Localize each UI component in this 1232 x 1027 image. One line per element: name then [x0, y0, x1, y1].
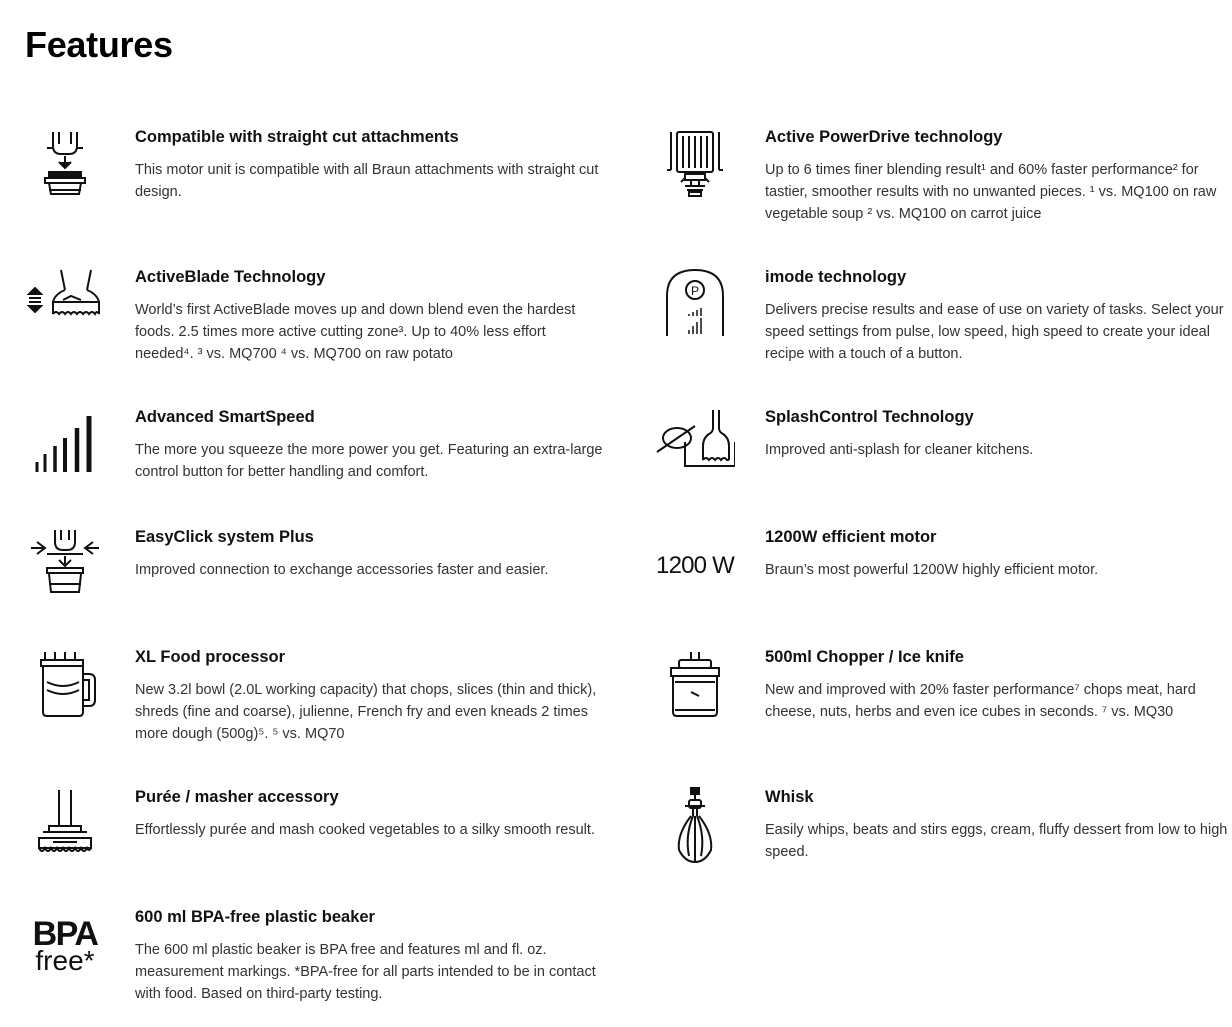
- smartspeed-icon: [25, 406, 105, 486]
- feature-title: XL Food processor: [135, 648, 286, 666]
- feature-title: Advanced SmartSpeed: [135, 408, 315, 426]
- feature-description: Improved anti-splash for cleaner kitchens.: [765, 442, 1034, 458]
- feature-title: 1200W efficient motor: [765, 528, 937, 546]
- feature-title: imode technology: [765, 268, 907, 286]
- feature-description: Delivers precise results and ease of use on variety of tasks. Select your speed settings from pulse, low speed, high speed to create your ideal recipe with a touch of a button.: [765, 302, 1224, 362]
- feature-description: Improved connection to exchange accessories faster and easier.: [135, 562, 549, 578]
- feature-description: Up to 6 times finer blending result¹ and 60% faster performance² for tastier, smoother results with no unwanted pieces. ¹ vs. MQ100 on raw vegetable soup ² vs. MQ100 on carrot juice: [765, 162, 1217, 222]
- feature-description: This motor unit is compatible with all Braun attachments with straight cut design.: [135, 162, 599, 200]
- feature-title: ActiveBlade Technology: [135, 268, 326, 286]
- feature-description: New and improved with 20% faster performance⁷ chops meat, hard cheese, nuts, herbs and even ice cubes in seconds. ⁷ vs. MQ30: [765, 682, 1196, 720]
- feature-description: The 600 ml plastic beaker is BPA free and features ml and fl. oz. measurement markings. *BPA-free for all parts intended to be in contact with food. Based on third-party testing.: [135, 942, 596, 1002]
- whisk-icon: [655, 786, 735, 866]
- motor-1200w-icon: [655, 526, 735, 606]
- feature-description: New 3.2l bowl (2.0L working capacity) that chops, slices (thin and thick), shreds (fine and coarse), julienne, French fry and even kneads 2 times more dough (500g)⁵. ⁵ vs. MQ70: [135, 682, 597, 742]
- easyclick-icon: [25, 526, 105, 606]
- bpa-free-label: free*: [35, 945, 95, 976]
- chopper-icon: [655, 646, 735, 726]
- feature-description: The more you squeeze the more power you get. Featuring an extra-large control button for better handling and comfort.: [135, 442, 603, 480]
- splashcontrol-icon: [655, 406, 735, 486]
- feature-title: 600 ml BPA-free plastic beaker: [135, 908, 375, 926]
- feature-description: Easily whips, beats and stirs eggs, cream, fluffy dessert from low to high speed.: [765, 822, 1228, 860]
- bpa-label: BPA: [32, 915, 98, 953]
- feature-title: SplashControl Technology: [765, 408, 974, 426]
- masher-icon: [25, 786, 105, 866]
- svg-text:P: P: [690, 284, 700, 298]
- activeblade-icon: [25, 266, 105, 346]
- feature-title: Compatible with straight cut attachments: [135, 128, 459, 146]
- food-processor-icon: [25, 646, 105, 726]
- bpa-free-icon: [25, 906, 105, 986]
- straight-cut-attachment-icon: [25, 126, 105, 206]
- page-title: Features: [25, 24, 173, 65]
- feature-title: Active PowerDrive technology: [765, 128, 1003, 146]
- feature-description: Effortlessly purée and mash cooked vegetables to a silky smooth result.: [135, 822, 595, 838]
- imode-icon: [655, 266, 735, 346]
- feature-title: Purée / masher accessory: [135, 788, 339, 806]
- feature-title: 500ml Chopper / Ice knife: [765, 648, 964, 666]
- feature-description: World’s first ActiveBlade moves up and down blend even the hardest foods. 2.5 times more active cutting zone³. Up to 40% less effort needed⁴. ³ vs. MQ700 ⁴ vs. MQ700 on raw potato: [135, 302, 576, 362]
- feature-title: EasyClick system Plus: [135, 528, 314, 546]
- powerdrive-icon: [655, 126, 735, 206]
- feature-description: Braun’s most powerful 1200W highly efficient motor.: [765, 562, 1099, 578]
- motor-wattage-label: 1200 W: [656, 552, 734, 579]
- feature-title: Whisk: [765, 788, 814, 806]
